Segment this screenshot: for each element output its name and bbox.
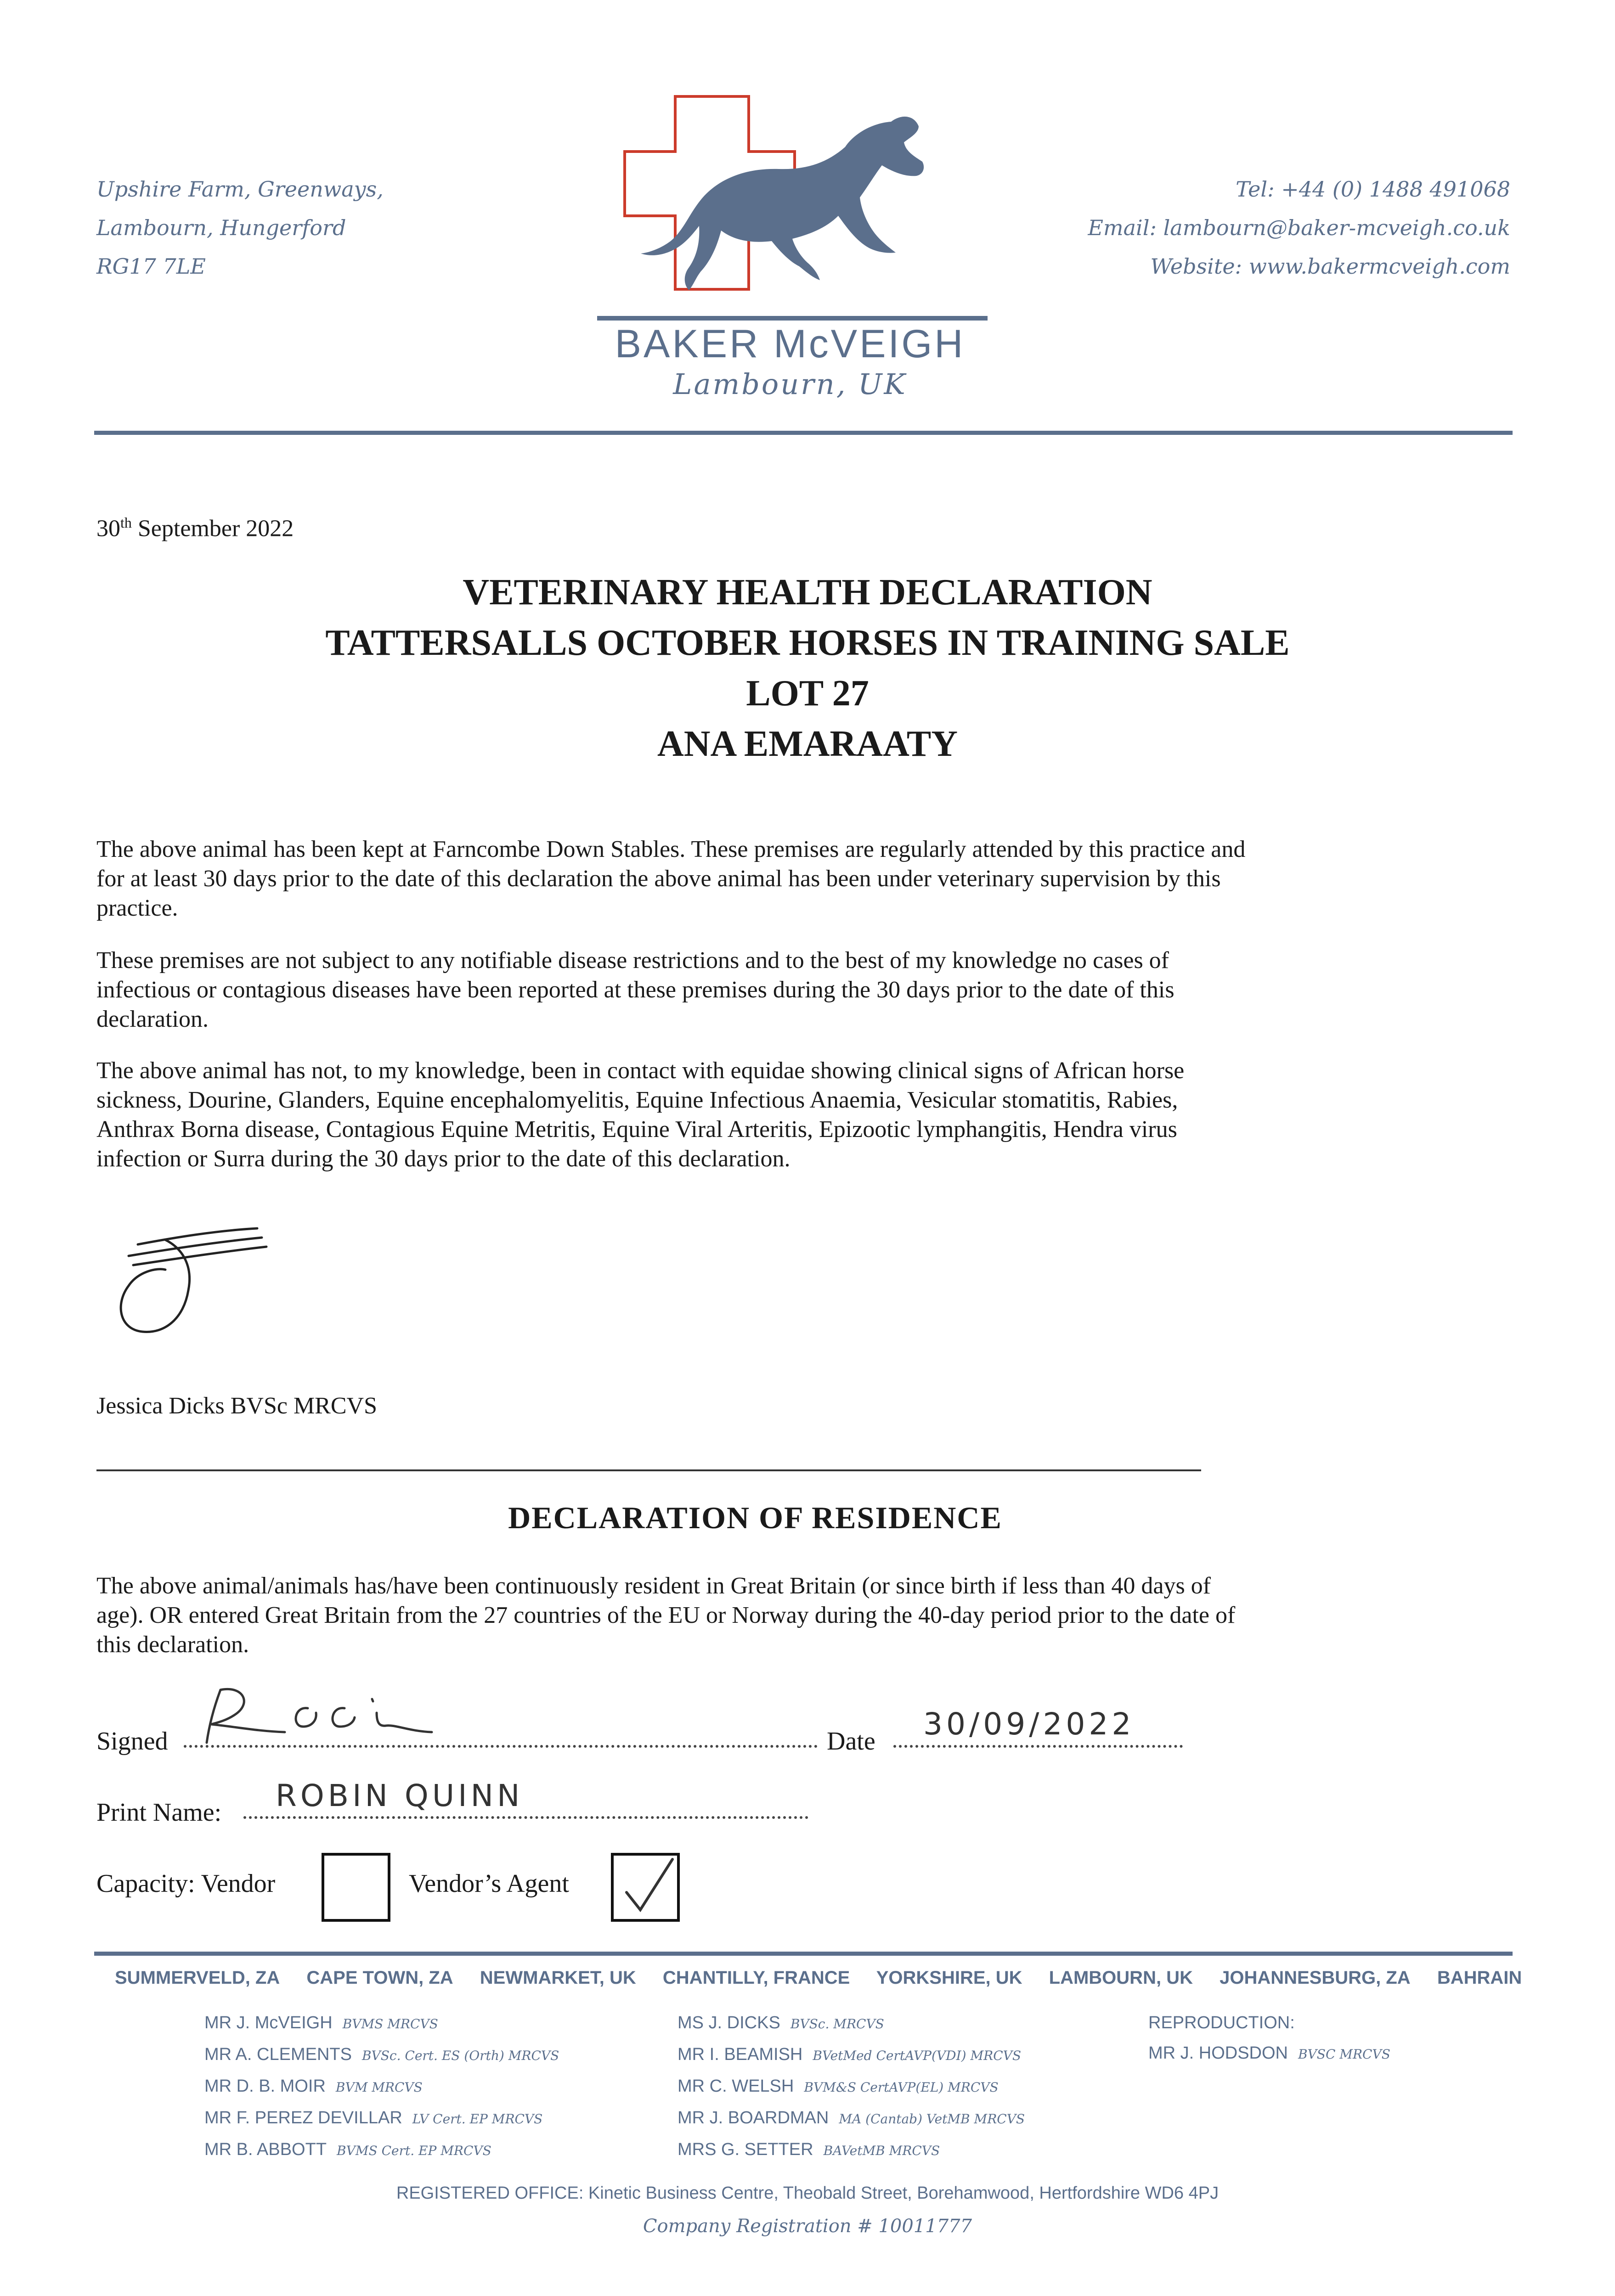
- heading-title: VETERINARY HEALTH DECLARATION: [463, 572, 1152, 613]
- staff-name: MR B. ABBOTT: [204, 2140, 327, 2159]
- office-locations: [115, 1968, 1522, 1988]
- city: SUMMERVELD, ZA: [115, 1968, 280, 1988]
- staff-entry: [204, 2071, 559, 2103]
- residence-text: [96, 1571, 1429, 1660]
- address-line: Lambourn, Hungerford: [96, 215, 346, 240]
- letterhead-address: [96, 170, 384, 286]
- staff-quals: BVM MRCVS: [335, 2080, 423, 2095]
- paragraph-disease-restrictions: [96, 946, 1429, 1034]
- staff-column-1: [204, 2008, 559, 2166]
- date-day: 30: [96, 515, 120, 542]
- staff-entry: [678, 2039, 1025, 2071]
- staff-entry: [678, 2134, 1025, 2166]
- staff-quals: BVSC MRCVS: [1298, 2047, 1390, 2062]
- date-month-year: September 2022: [131, 515, 294, 542]
- staff-entry: [204, 2103, 559, 2134]
- website: Website: www.bakermcveigh.com: [1150, 254, 1510, 279]
- city: CAPE TOWN, ZA: [306, 1968, 453, 1988]
- text-line: The above animal/animals has/have been continuously resident in Great Britain (or since birth if less than 40 days of: [96, 1573, 1211, 1599]
- email-address: Email: lambourn@baker-mcveigh.co.uk: [1088, 215, 1510, 240]
- logo-cross-horse-icon: [597, 83, 988, 321]
- document-date: [96, 514, 294, 542]
- address-line: Upshire Farm, Greenways,: [96, 177, 384, 202]
- vet-signature-icon: [110, 1212, 276, 1350]
- date-label: Date: [827, 1727, 875, 1756]
- staff-name: MR J. BOARDMAN: [678, 2108, 829, 2127]
- footer-rule: [94, 1952, 1513, 1956]
- staff-quals: MA (Cantab) VetMB MRCVS: [839, 2111, 1025, 2127]
- staff-name: MR C. WELSH: [678, 2077, 794, 2096]
- heading-lot: LOT 27: [746, 673, 869, 714]
- document-heading: [0, 567, 1615, 769]
- residence-title: DECLARATION OF RESIDENCE: [508, 1500, 1002, 1535]
- staff-column-reproduction: [1148, 2008, 1390, 2070]
- staff-quals: BVSc. Cert. ES (Orth) MRCVS: [361, 2048, 559, 2063]
- staff-name: MR J. HODSDON: [1148, 2043, 1288, 2063]
- text-line: practice.: [96, 895, 178, 921]
- text-line: infectious or contagious diseases have been reported at these premises during the 30 days prior to the date of this: [96, 977, 1175, 1003]
- company-registration: Company Registration # 10011777: [643, 2216, 972, 2237]
- vendor-checkbox[interactable]: [322, 1853, 390, 1922]
- city: JOHANNESBURG, ZA: [1220, 1968, 1411, 1988]
- date-value: 30/09/2022: [923, 1706, 1135, 1742]
- section-divider: [96, 1469, 1201, 1471]
- registered-office: REGISTERED OFFICE: Kinetic Business Centre, Theobald Street, Borehamwood, Hertfordshire WD6 4PJ: [396, 2183, 1219, 2203]
- letterhead-contact: [1088, 170, 1510, 286]
- staff-quals: BVMS MRCVS: [342, 2016, 438, 2032]
- header-rule: [94, 431, 1513, 435]
- brand-name: BAKER McVEIGH: [615, 322, 966, 366]
- staff-quals: BVM&S CertAVP(EL) MRCVS: [804, 2080, 999, 2095]
- staff-quals: BVSc. MRCVS: [790, 2016, 884, 2032]
- staff-entry: [204, 2039, 559, 2071]
- staff-entry: [1148, 2038, 1390, 2070]
- staff-name: MR J. McVEIGH: [204, 2013, 333, 2032]
- text-line: The above animal has been kept at Farncombe Down Stables. These premises are regularly attended by this practice and: [96, 836, 1246, 862]
- city: YORKSHIRE, UK: [876, 1968, 1022, 1988]
- staff-quals: BVetMed CertAVP(VDI) MRCVS: [813, 2048, 1022, 2063]
- staff-name: MR F. PEREZ DEVILLAR: [204, 2108, 402, 2127]
- staff-entry: [678, 2103, 1025, 2134]
- staff-entry: [204, 2134, 559, 2166]
- staff-quals: BAVetMB MRCVS: [823, 2143, 940, 2158]
- vet-signatory-name: Jessica Dicks BVSc MRCVS: [96, 1393, 378, 1419]
- brand-location: Lambourn, UK: [673, 367, 907, 401]
- city: BAHRAIN: [1437, 1968, 1522, 1988]
- heading-sale: TATTERSALLS OCTOBER HORSES IN TRAINING SALE: [325, 623, 1290, 663]
- text-line: declaration.: [96, 1006, 209, 1032]
- text-line: The above animal has not, to my knowledge, been in contact with equidae showing clinical signs of African horse: [96, 1058, 1185, 1084]
- vendor-signature-icon: [193, 1681, 496, 1750]
- city: CHANTILLY, FRANCE: [662, 1968, 850, 1988]
- vendor-agent-label: Vendor’s Agent: [409, 1869, 569, 1898]
- heading-horse-name: ANA EMARAATY: [657, 724, 958, 764]
- text-line: These premises are not subject to any notifiable disease restrictions and to the best of my knowledge no cases of: [96, 947, 1169, 974]
- paragraph-supervision: [96, 835, 1429, 923]
- staff-column-2: [678, 2008, 1025, 2166]
- vendor-agent-checkbox[interactable]: [611, 1853, 680, 1922]
- staff-quals: LV Cert. EP MRCVS: [412, 2111, 543, 2127]
- text-line: this declaration.: [96, 1632, 249, 1658]
- staff-name: MRS G. SETTER: [678, 2140, 813, 2159]
- check-mark-icon: [614, 1856, 678, 1920]
- print-name-label: Print Name:: [96, 1798, 222, 1827]
- print-name-value: ROBIN QUINN: [276, 1778, 524, 1813]
- staff-name: MR I. BEAMISH: [678, 2045, 803, 2064]
- paragraph-contact-diseases: [96, 1056, 1429, 1174]
- staff-name: MS J. DICKS: [678, 2013, 780, 2032]
- staff-name: MR A. CLEMENTS: [204, 2045, 352, 2064]
- city: LAMBOURN, UK: [1049, 1968, 1193, 1988]
- staff-quals: BVMS Cert. EP MRCVS: [337, 2143, 491, 2158]
- signed-label: Signed: [96, 1727, 168, 1756]
- staff-entry: [204, 2008, 559, 2039]
- capacity-vendor-label: Capacity: Vendor: [96, 1869, 276, 1898]
- staff-entry: [678, 2071, 1025, 2103]
- staff-entry: [678, 2008, 1025, 2039]
- city: NEWMARKET, UK: [480, 1968, 636, 1988]
- text-line: Anthrax Borna disease, Contagious Equine Metritis, Equine Viral Arteritis, Epizootic lymphangitis, Hendra virus: [96, 1116, 1177, 1142]
- phone-number: Tel: +44 (0) 1488 491068: [1236, 177, 1510, 202]
- date-suffix: th: [120, 514, 132, 531]
- text-line: age). OR entered Great Britain from the 27 countries of the EU or Norway during the 40-day period prior to the date of: [96, 1602, 1236, 1628]
- text-line: for at least 30 days prior to the date of this declaration the above animal has been under veterinary supervision by this: [96, 866, 1221, 892]
- staff-name: MR D. B. MOIR: [204, 2077, 326, 2096]
- address-line: RG17 7LE: [96, 254, 206, 279]
- text-line: sickness, Dourine, Glanders, Equine encephalomyelitis, Equine Infectious Anaemia, Vesicular stomatitis, Rabies,: [96, 1087, 1178, 1113]
- reproduction-label: REPRODUCTION:: [1148, 2013, 1295, 2032]
- text-line: infection or Surra during the 30 days prior to the date of this declaration.: [96, 1146, 791, 1172]
